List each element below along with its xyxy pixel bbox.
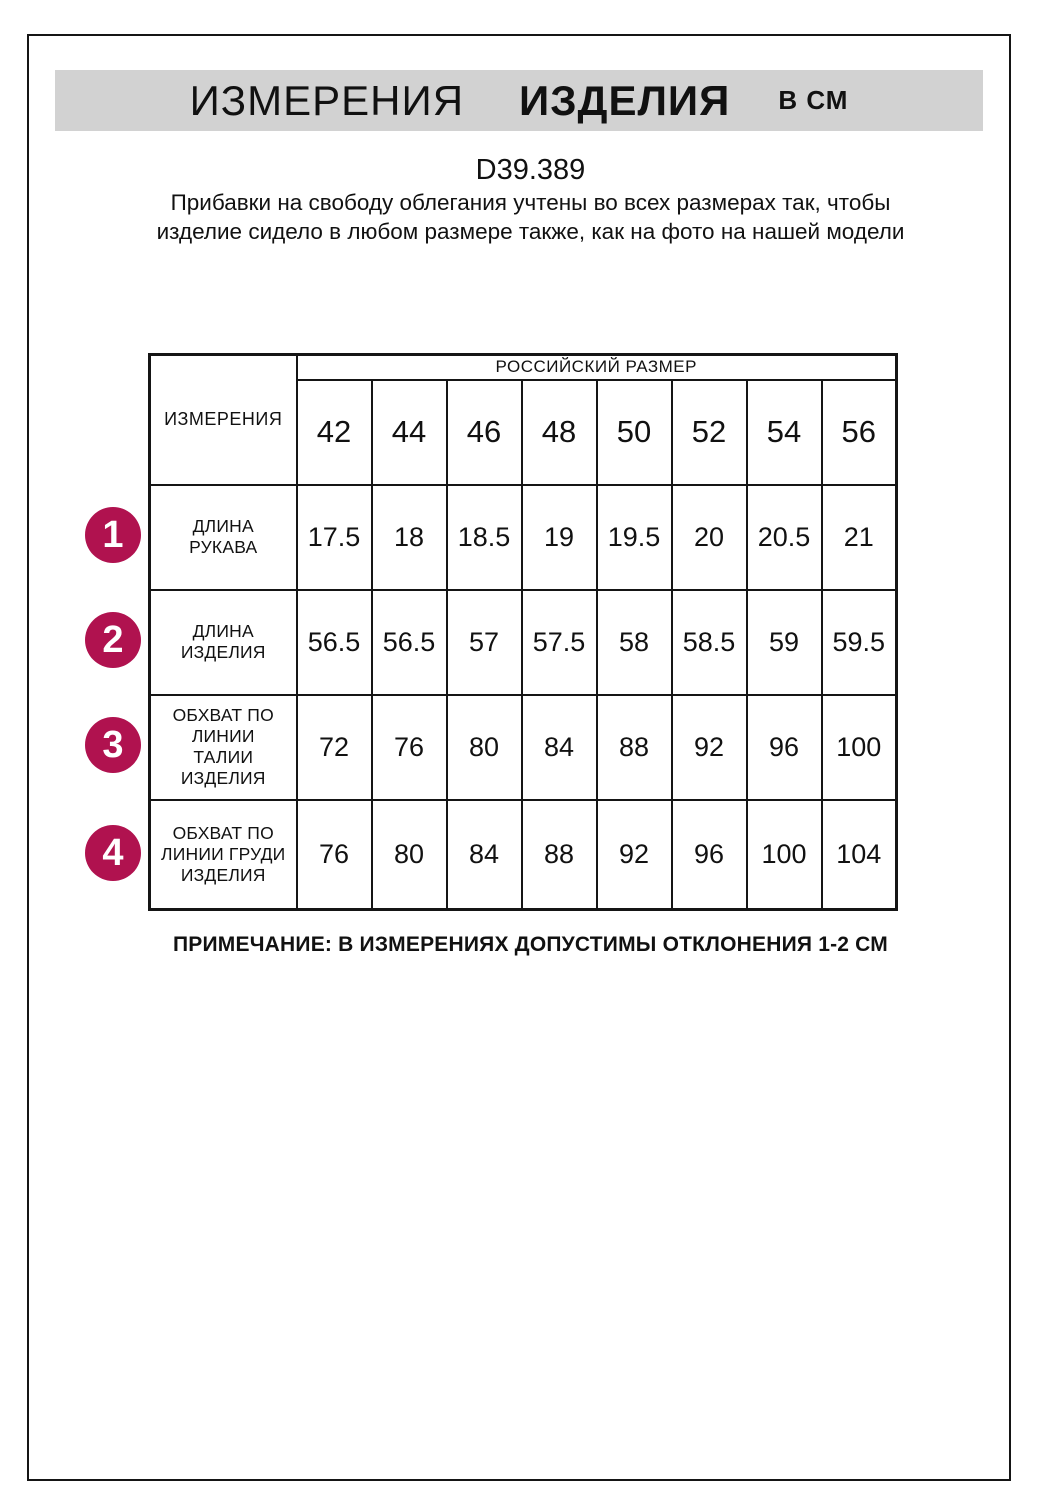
row-marker-3: 3 [85, 717, 141, 773]
row-label: ОБХВАТ ПО ЛИНИИ ГРУДИ ИЗДЕЛИЯ [150, 800, 297, 910]
table-cell: 58 [597, 590, 672, 695]
table-row-chest-girth [150, 800, 897, 910]
size-header: 44 [372, 380, 447, 485]
table-cell: 18 [372, 485, 447, 590]
table-cell: 92 [597, 800, 672, 910]
table-cell: 84 [447, 800, 522, 910]
table-cell: 76 [372, 695, 447, 800]
table-cell: 80 [372, 800, 447, 910]
size-header: 52 [672, 380, 747, 485]
table-cell: 21 [822, 485, 897, 590]
table-cell: 57.5 [522, 590, 597, 695]
table-cell: 92 [672, 695, 747, 800]
title-bar [55, 70, 983, 131]
row-marker-1: 1 [85, 507, 141, 563]
table-cell: 84 [522, 695, 597, 800]
size-header: 50 [597, 380, 672, 485]
size-header: 46 [447, 380, 522, 485]
table-cell: 96 [672, 800, 747, 910]
size-header: 48 [522, 380, 597, 485]
table-row-product-length [150, 590, 897, 695]
tolerance-note: ПРИМЕЧАНИЕ: В ИЗМЕРЕНИЯХ ДОПУСТИМЫ ОТКЛОНЕНИЯ 1-2 СМ [173, 933, 888, 956]
table-cell: 59.5 [822, 590, 897, 695]
table-cell: 88 [597, 695, 672, 800]
table-cell: 88 [522, 800, 597, 910]
table-cell: 56.5 [372, 590, 447, 695]
row-label: ДЛИНА ИЗДЕЛИЯ [150, 590, 297, 695]
column-group-header: РОССИЙСКИЙ РАЗМЕР [297, 355, 897, 380]
size-header: 54 [747, 380, 822, 485]
table-cell: 57 [447, 590, 522, 695]
page-title-unit: В СМ [778, 85, 849, 115]
table-cell: 96 [747, 695, 822, 800]
row-label: ДЛИНА РУКАВА [150, 485, 297, 590]
model-code: D39.389 [475, 154, 586, 186]
table-row-sleeve-length [150, 485, 897, 590]
size-header: 56 [822, 380, 897, 485]
table-cell: 58.5 [672, 590, 747, 695]
page-title-product: ИЗДЕЛИЯ [519, 76, 731, 124]
row-header-measurements: ИЗМЕРЕНИЯ [150, 355, 297, 485]
size-table [148, 353, 898, 911]
table-cell: 72 [297, 695, 372, 800]
row-marker-2: 2 [85, 612, 141, 668]
row-marker-4: 4 [85, 825, 141, 881]
table-cell: 19 [522, 485, 597, 590]
table-cell: 18.5 [447, 485, 522, 590]
table-header-group-row [150, 355, 897, 380]
table-cell: 104 [822, 800, 897, 910]
table-cell: 76 [297, 800, 372, 910]
row-label: ОБХВАТ ПО ЛИНИИ ТАЛИИ ИЗДЕЛИЯ [150, 695, 297, 800]
table-cell: 20 [672, 485, 747, 590]
table-cell: 100 [822, 695, 897, 800]
table-cell: 17.5 [297, 485, 372, 590]
page-title-measurements: ИЗМЕРЕНИЯ [189, 76, 465, 124]
table-cell: 80 [447, 695, 522, 800]
table-cell: 59 [747, 590, 822, 695]
table-row-waist-girth [150, 695, 897, 800]
table-cell: 20.5 [747, 485, 822, 590]
table-cell: 100 [747, 800, 822, 910]
size-header: 42 [297, 380, 372, 485]
fit-description: Прибавки на свободу облегания учтены во всех размерах так, чтобы изделие сидело в любом размере также, как на фото на нашей модели [156, 190, 905, 244]
table-cell: 19.5 [597, 485, 672, 590]
table-cell: 56.5 [297, 590, 372, 695]
